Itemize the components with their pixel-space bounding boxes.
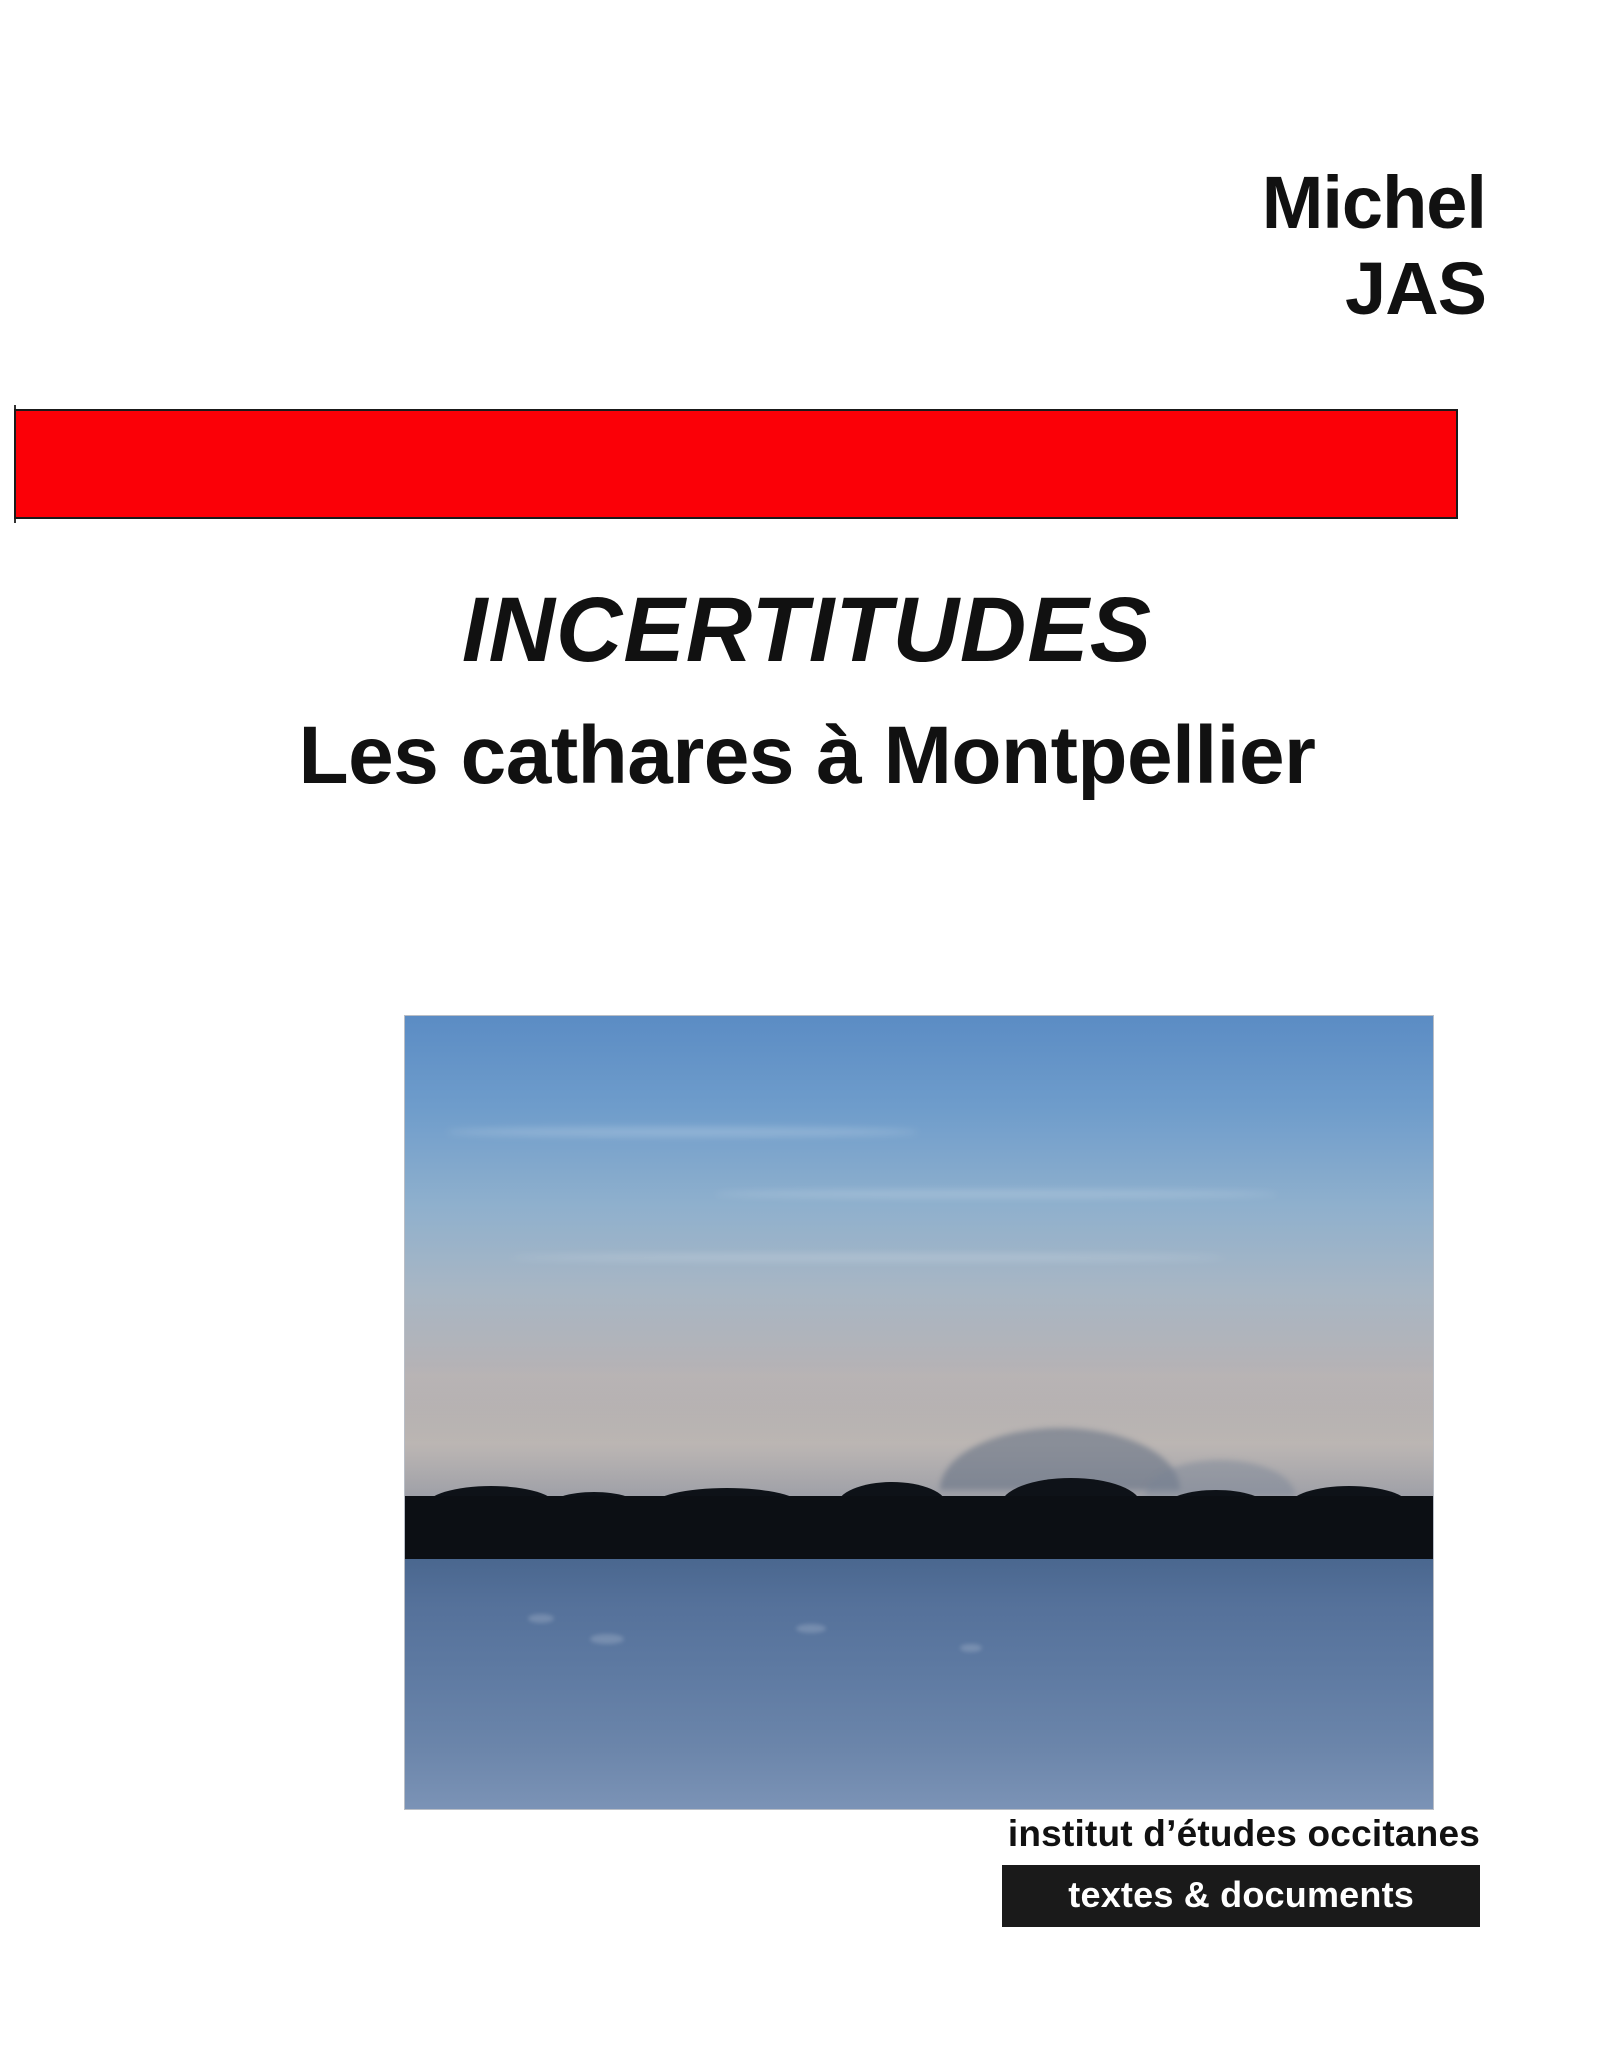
publisher-series-badge: textes & documents <box>1002 1865 1480 1927</box>
title-block <box>0 580 1614 803</box>
publisher-block <box>1002 1813 1480 1927</box>
page-subtitle: Les cathares à Montpellier <box>298 710 1316 802</box>
cloud-streak-icon <box>508 1254 1228 1261</box>
publisher-name: institut d’études occitanes <box>1007 1813 1480 1854</box>
water-glint <box>960 1644 982 1652</box>
photo-shoreline <box>405 1496 1433 1559</box>
red-band <box>0 405 1458 523</box>
page-title: INCERTITUDES <box>461 579 1153 681</box>
water-glint <box>590 1634 624 1644</box>
red-band-fill <box>14 409 1458 519</box>
water-glint <box>796 1624 826 1633</box>
photo-water <box>405 1559 1433 1809</box>
cover-photo <box>404 1015 1434 1810</box>
author-first-name: Michel <box>1261 161 1486 244</box>
cloud-streak-icon <box>446 1127 919 1137</box>
water-glint <box>528 1614 554 1623</box>
author-last-name: JAS <box>1345 246 1486 330</box>
author-block <box>1262 160 1486 332</box>
